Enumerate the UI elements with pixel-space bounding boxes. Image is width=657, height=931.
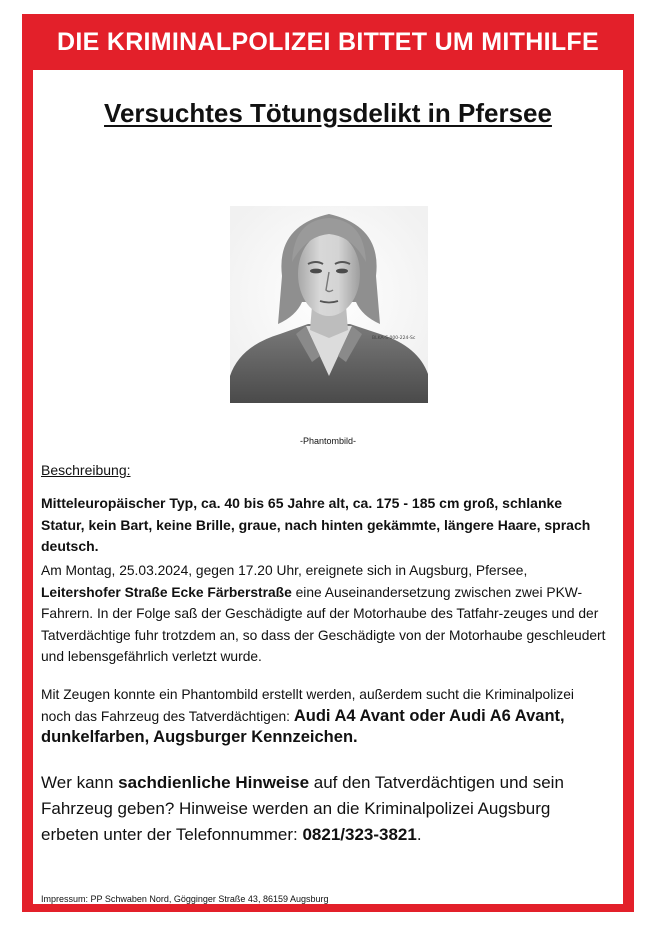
witness-text: Mit Zeugen konnte ein Phantombild erstellt werden, außerdem sucht die Kriminalpolizei noch das Fahrzeug des Tatverdächtigen: [41, 687, 574, 724]
incident-text-2: eine Auseinandersetzung zwischen zwei PKW-Fahrern. In der Folge saß der Geschädigte auf der Motorhaube des Tatfahr-zeuges und der Tatverdächtige fuhr trotzdem an, so dass der Geschädigte von der Motorhaube geschleudert und lebensgefährlich verletzt wurde. [41, 584, 606, 664]
imprint: Impressum: PP Schwaben Nord, Gögginger Straße 43, 86159 Augsburg [41, 894, 329, 904]
incident-location: Leitershofer Straße Ecke Färberstraße [41, 584, 292, 600]
phantom-sketch-image [230, 206, 428, 403]
page-title: Versuchtes Tötungsdelikt in Pfersee [104, 98, 552, 128]
incident-text-1: Am Montag, 25.03.2024, gegen 17.20 Uhr, ereignete sich in Augsburg, Pfersee, [41, 563, 528, 578]
image-caption: -Phantombild- [299, 436, 357, 446]
witness-paragraph [41, 684, 607, 749]
poster-frame [22, 14, 634, 912]
call-text-3: . [416, 825, 422, 844]
banner-headline: DIE KRIMINALPOLIZEI BITTET UM MITHILFE [57, 27, 599, 56]
poster-body [33, 70, 623, 904]
sketch-id-stamp: BLKA-S-000-224-Sc [372, 336, 416, 341]
suspect-description: Mitteleuropäischer Typ, ca. 40 bis 65 Jahre alt, ca. 175 - 185 cm groß, schlanke Statur, kein Bart, keine Brille, graue, nach hinten gekämmte, längere Haare, sprach deutsch. [41, 495, 591, 554]
vehicle-description: Audi A4 Avant oder Audi A6 Avant, dunkelfarben, Augsburger Kennzeichen. [41, 706, 565, 746]
call-emphasis: sachdienliche Hinweise [118, 773, 310, 792]
description-heading: Beschreibung: [41, 462, 131, 478]
call-text-1: Wer kann [41, 773, 119, 792]
call-to-action [41, 770, 607, 848]
phone-number: 0821/323-3821 [302, 825, 417, 844]
incident-paragraph [41, 560, 607, 668]
call-text-2: auf den Tatverdächtigen und sein Fahrzeug geben? Hinweise werden an die Kriminalpolizei Augsburg erbeten unter der Telefonnummer: [41, 773, 564, 844]
